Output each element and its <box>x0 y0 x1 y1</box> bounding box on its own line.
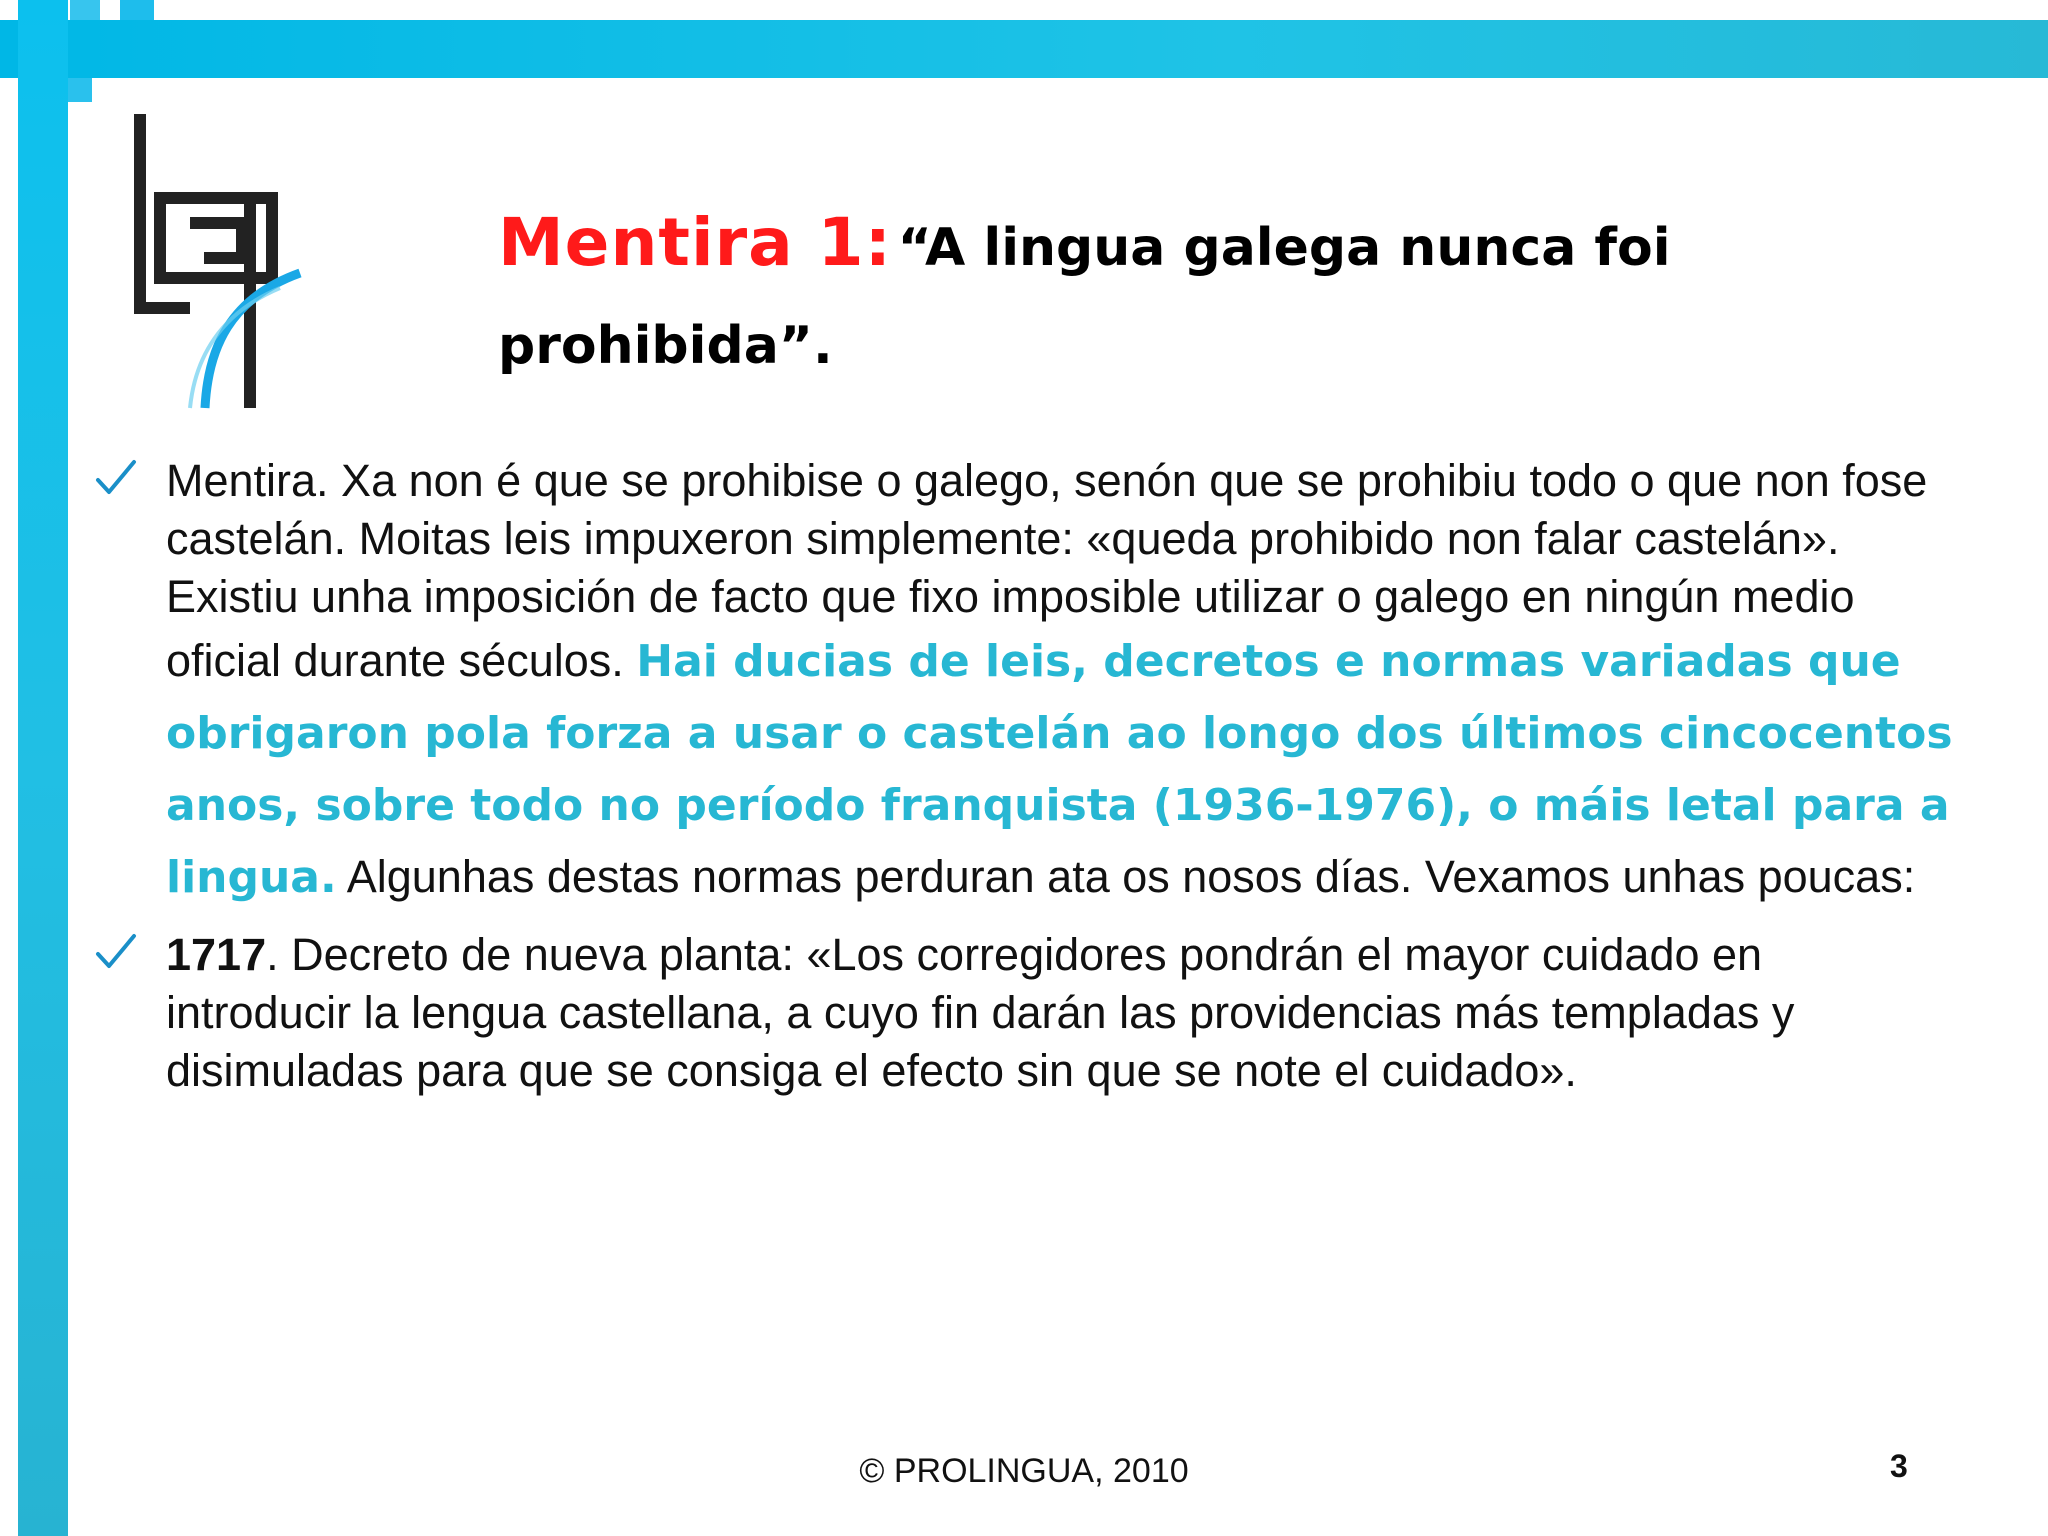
checkmark-icon <box>94 456 138 500</box>
slide-content <box>94 452 1954 1100</box>
top-frame-bar <box>0 20 2048 78</box>
bullet-paragraph <box>166 926 1954 1100</box>
bullet-item <box>94 452 1954 914</box>
title-quote: “A lingua galega nunca foi prohibida”. <box>498 218 1671 376</box>
prolingua-logo <box>130 108 310 418</box>
highlighted-text: Hai ducias de leis, decretos e normas variadas que obrigaron pola forza a usar o castelán ao longo dos últimos cincocentos anos, sobre todo no período franquista (1936-1976), o máis letal para a lingua. <box>166 636 1953 903</box>
bullet-text: Mentira. Xa non é que se prohibise o galego, senón que se prohibiu todo o que non fose castelán. Moitas leis impuxeron simplemente: «queda prohibido non falar castelán». Existiu unha imposición de facto que fixo imposible utilizar o galego en ningún medio oficial durante séculos. <box>166 455 1928 686</box>
footer-copyright: © PROLINGUA, 2010 <box>859 1452 1189 1490</box>
left-frame-bar <box>18 0 68 1536</box>
bullet-paragraph <box>166 452 1954 914</box>
page-number: 3 <box>1890 1448 1908 1484</box>
slide-title <box>498 200 1878 401</box>
corner-decoration <box>68 78 92 102</box>
corner-decoration <box>70 0 100 20</box>
bullet-year: 1717 <box>166 929 267 980</box>
corner-decoration <box>120 0 154 20</box>
checkmark-icon <box>94 930 138 974</box>
bullet-item <box>94 926 1954 1100</box>
title-lie-label: Mentira 1: <box>498 204 892 281</box>
bullet-text: . Decreto de nueva planta: «Los corregidores pondrán el mayor cuidado en introducir la lengua castellana, a cuyo fin darán las providencias más templadas y disimuladas para que se consiga el efecto sin que se note el cuidado». <box>166 929 1795 1096</box>
bullet-text: Algunhas destas normas perduran ata os nosos días. Vexamos unhas poucas: <box>336 851 1916 902</box>
